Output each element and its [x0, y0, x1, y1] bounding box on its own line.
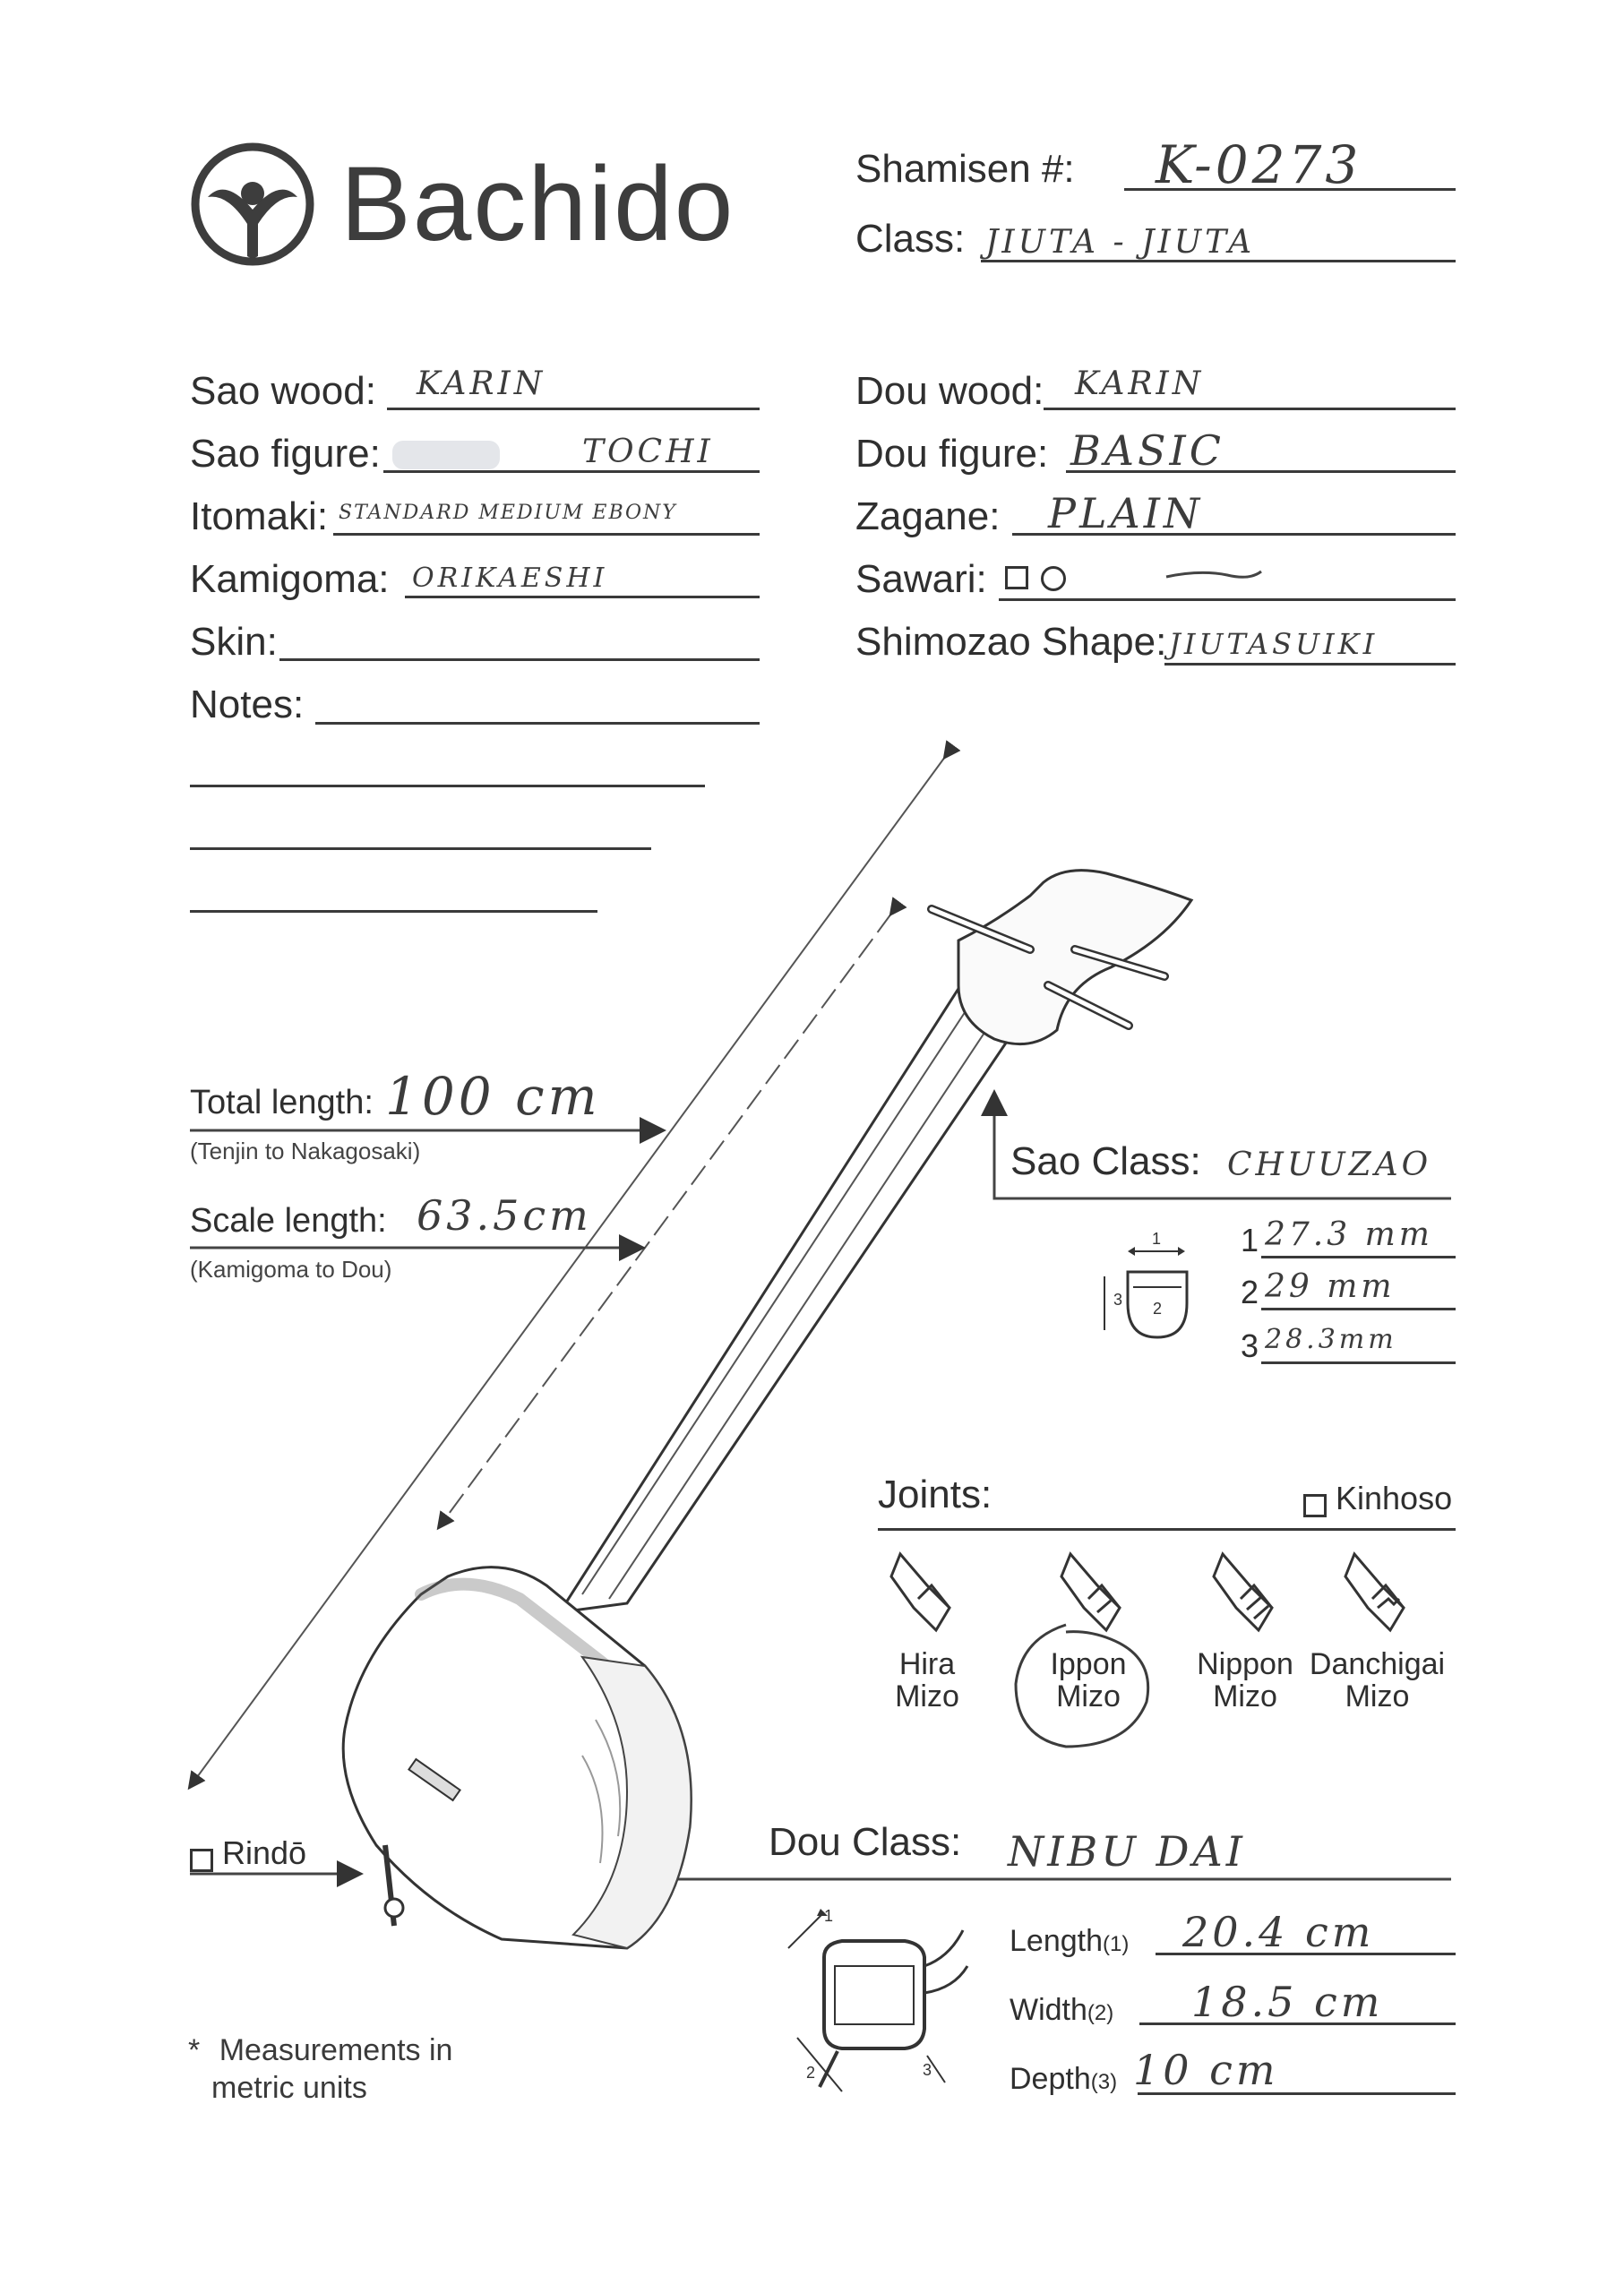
- hira-mizo-joint-icon: [873, 1545, 981, 1644]
- sao-measurement-value: 27.3 mm: [1265, 1216, 1433, 1253]
- joint-label-line1: Ippon: [1050, 1647, 1127, 1681]
- footnote-star: *: [188, 2033, 201, 2067]
- joint-label-line2: Mizo: [1345, 1679, 1410, 1713]
- shamisen-number-label: Shamisen #:: [855, 147, 1075, 191]
- zagane-value: PLAIN: [1048, 489, 1204, 537]
- shimozao-shape-value: JIUTASUIKI: [1169, 627, 1379, 661]
- sao-measurement-value: 28.3mm: [1265, 1324, 1397, 1355]
- skin-label: Skin:: [190, 620, 278, 664]
- dou-dim-label: Depth(3): [1010, 2062, 1118, 2096]
- kinhoso-checkbox-icon[interactable]: [1303, 1494, 1327, 1517]
- total-length-label: Total length:: [190, 1084, 374, 1121]
- shamisen-number-value: K-0273: [1156, 134, 1362, 195]
- joint-option-nippon-mizo[interactable]: [1182, 1545, 1308, 1713]
- sao-class-label: Sao Class:: [1010, 1139, 1201, 1183]
- rindo-checkbox-icon[interactable]: [190, 1849, 213, 1872]
- class-label: Class:: [855, 217, 966, 261]
- kinhoso-option[interactable]: [1303, 1480, 1452, 1517]
- nippon-mizo-joint-icon: [1182, 1545, 1308, 1644]
- sao-class-value: CHUUZAO: [1227, 1146, 1432, 1183]
- joint-label-line2: Mizo: [1056, 1679, 1121, 1713]
- joint-label-line1: Nippon: [1197, 1647, 1293, 1681]
- itomaki-label: Itomaki:: [190, 494, 329, 538]
- scale-length-label: Scale length:: [190, 1202, 387, 1240]
- sao-measurement-value: 29 mm: [1265, 1268, 1396, 1305]
- sao-measurement-number: 1: [1241, 1222, 1259, 1258]
- dou-dim-value: 18.5 cm: [1191, 1978, 1384, 2026]
- total-length-note: (Tenjin to Nakagosaki): [190, 1138, 421, 1164]
- svg-text:2: 2: [1152, 1300, 1163, 1318]
- sawari-label: Sawari:: [855, 557, 987, 601]
- footnote-line1: Measurements in: [219, 2033, 453, 2067]
- dou-figure-value: BASIC: [1070, 426, 1224, 475]
- class-value: JIUTA - JIUTA: [985, 224, 1256, 261]
- dou-dim-label: Width(2): [1010, 1993, 1114, 2027]
- kamigoma-label: Kamigoma:: [190, 557, 390, 601]
- scale-length-note: (Kamigoma to Dou): [190, 1256, 392, 1283]
- rindo-label: Rindō: [222, 1834, 307, 1871]
- svg-text:2: 2: [806, 2064, 816, 2082]
- sao-wood-label: Sao wood:: [190, 369, 376, 413]
- danchigai-mizo-joint-icon: [1299, 1545, 1456, 1644]
- dou-class-value: NIBU DAI: [1008, 1827, 1246, 1876]
- sao-figure-label: Sao figure:: [190, 432, 381, 476]
- footnote: [188, 2031, 452, 2107]
- rindo-option[interactable]: [190, 1834, 306, 1872]
- joint-label-line2: Mizo: [895, 1679, 959, 1713]
- sao-wood-value: KARIN: [417, 365, 546, 402]
- total-length-value: 100 cm: [385, 1066, 601, 1127]
- kinhoso-label: Kinhoso: [1336, 1480, 1453, 1516]
- dou-figure-label: Dou figure:: [855, 432, 1049, 476]
- dou-dim-value: 10 cm: [1133, 2046, 1279, 2094]
- brand-name: Bachido: [340, 145, 735, 263]
- joint-option-danchigai-mizo[interactable]: [1299, 1545, 1456, 1713]
- dou-wood-value: KARIN: [1075, 365, 1205, 402]
- svg-text:3: 3: [923, 2061, 932, 2079]
- shimozao-shape-label: Shimozao Shape:: [855, 620, 1167, 664]
- joint-label-line2: Mizo: [1213, 1679, 1277, 1713]
- sao-measurement-number: 3: [1241, 1327, 1259, 1364]
- notes-label: Notes:: [190, 683, 305, 726]
- joint-option-hira-mizo[interactable]: [873, 1545, 981, 1713]
- joint-label-line1: Hira: [898, 1647, 956, 1681]
- zagane-label: Zagane:: [855, 494, 1001, 538]
- itomaki-value: STANDARD MEDIUM EBONY: [339, 502, 677, 524]
- ippon-mizo-selected-circle: [1003, 1612, 1164, 1756]
- dou-class-label: Dou Class:: [769, 1820, 962, 1864]
- svg-text:1: 1: [824, 1907, 834, 1925]
- joint-label-line1: Danchigai: [1309, 1647, 1446, 1681]
- dou-dim-label: Length(1): [1010, 1924, 1130, 1958]
- sao-cross-section-icon: [1097, 1232, 1205, 1348]
- sao-measurement-number: 2: [1241, 1274, 1259, 1310]
- sao-figure-value: TOCHI: [582, 434, 714, 470]
- dou-wood-label: Dou wood:: [855, 369, 1044, 413]
- footnote-line2: metric units: [211, 2071, 367, 2105]
- svg-text:1: 1: [1151, 1232, 1162, 1248]
- kamigoma-value: ORIKAESHI: [412, 563, 608, 594]
- joints-divider: [878, 1528, 1456, 1531]
- scale-length-value: 63.5cm: [417, 1191, 592, 1240]
- svg-text:3: 3: [1113, 1291, 1123, 1309]
- joints-label: Joints:: [878, 1473, 992, 1516]
- dou-body-diagram-icon: [770, 1903, 976, 2105]
- dou-dim-value: 20.4 cm: [1182, 1908, 1375, 1956]
